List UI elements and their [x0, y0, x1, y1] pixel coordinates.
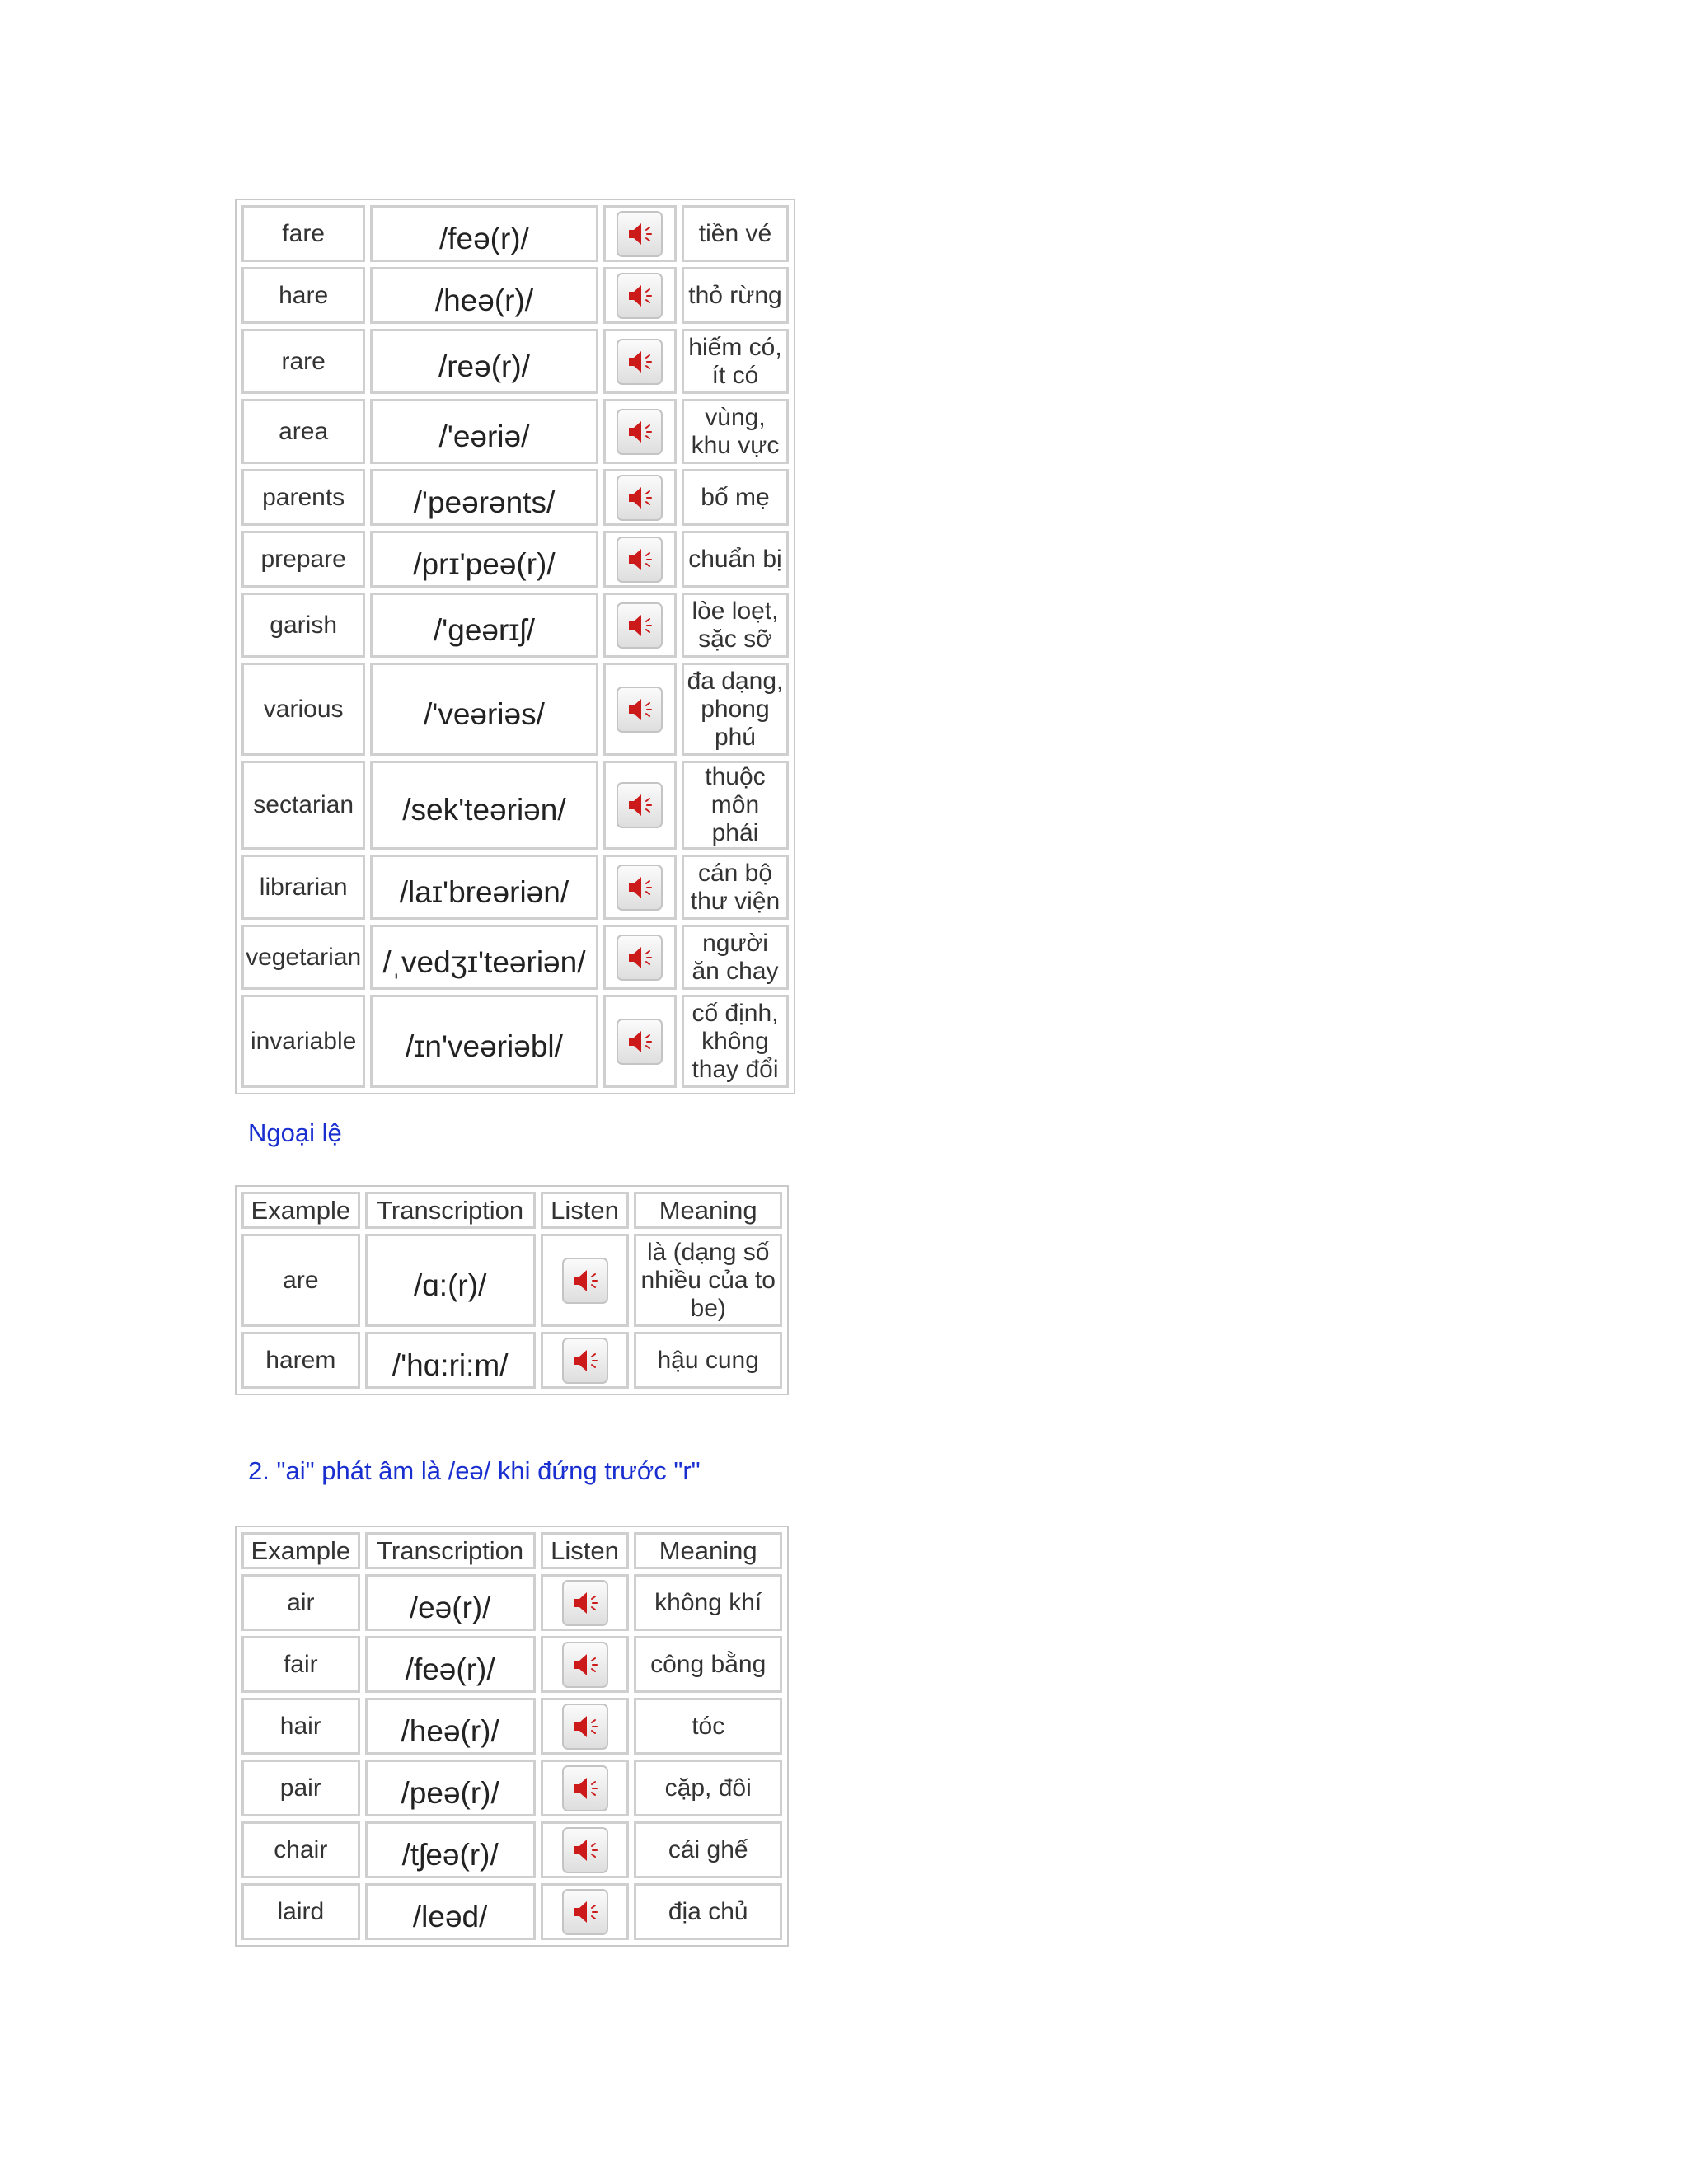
meaning-cell: tiền vé: [682, 205, 789, 262]
transcription-cell: /'geərɪʃ/: [370, 593, 598, 658]
meaning-cell: tóc: [634, 1698, 782, 1755]
speaker-icon[interactable]: [617, 211, 663, 257]
table-row: [241, 925, 789, 990]
table-row: [241, 469, 789, 526]
speaker-icon[interactable]: [617, 1019, 663, 1065]
word-cell: hair: [241, 1698, 360, 1755]
transcription-cell: /heə(r)/: [370, 267, 598, 324]
speaker-icon[interactable]: [562, 1580, 608, 1626]
speaker-icon[interactable]: [562, 1765, 608, 1811]
word-cell: vegetarian: [241, 925, 365, 990]
listen-cell: [603, 761, 677, 850]
transcription-cell: /tʃeə(r)/: [365, 1821, 536, 1878]
header-listen: Listen: [541, 1532, 630, 1569]
transcription-cell: /peə(r)/: [365, 1760, 536, 1816]
table-row: [241, 205, 789, 262]
meaning-cell: thỏ rừng: [682, 267, 789, 324]
transcription-cell: /prɪ'peə(r)/: [370, 531, 598, 588]
speaker-icon[interactable]: [617, 273, 663, 319]
meaning-cell: vùng, khu vực: [682, 399, 789, 464]
listen-cell: [603, 399, 677, 464]
listen-cell: [603, 531, 677, 588]
table-row: [241, 1332, 782, 1389]
table-row: [241, 761, 789, 850]
speaker-icon[interactable]: [562, 1827, 608, 1873]
word-cell: chair: [241, 1821, 360, 1878]
exceptions-heading: Ngoại lệ: [248, 1118, 342, 1147]
transcription-cell: /ɑ:(r)/: [365, 1234, 536, 1327]
listen-cell: [541, 1636, 630, 1693]
table-row: [241, 995, 789, 1088]
transcription-cell: /leəd/: [365, 1883, 536, 1940]
listen-cell: [603, 593, 677, 658]
listen-cell: [603, 469, 677, 526]
transcription-cell: /'veəriəs/: [370, 663, 598, 756]
listen-cell: [541, 1332, 630, 1389]
table-row: [241, 855, 789, 920]
listen-cell: [541, 1760, 630, 1816]
listen-cell: [541, 1574, 630, 1631]
table-row: [241, 267, 789, 324]
header-meaning: Meaning: [634, 1192, 782, 1229]
table-row: [241, 399, 789, 464]
meaning-cell: là (dạng số nhiều của to be): [634, 1234, 782, 1327]
listen-cell: [603, 267, 677, 324]
transcription-cell: /feə(r)/: [365, 1636, 536, 1693]
transcription-cell: /laɪ'breəriən/: [370, 855, 598, 920]
vocab-table-ai-body: [241, 1574, 782, 1940]
speaker-icon[interactable]: [617, 865, 663, 911]
word-cell: air: [241, 1574, 360, 1631]
vocab-table-ea: [235, 199, 795, 1094]
exceptions-table-body: [241, 1234, 782, 1389]
transcription-cell: /'peərənts/: [370, 469, 598, 526]
table-header: [241, 1532, 782, 1569]
meaning-cell: không khí: [634, 1574, 782, 1631]
speaker-icon[interactable]: [617, 935, 663, 981]
header-listen: Listen: [541, 1192, 630, 1229]
meaning-cell: địa chủ: [634, 1883, 782, 1940]
listen-cell: [541, 1698, 630, 1755]
meaning-cell: cố định, không thay đổi: [682, 995, 789, 1088]
transcription-cell: /'hɑ:ri:m/: [365, 1332, 536, 1389]
word-cell: hare: [241, 267, 365, 324]
speaker-icon[interactable]: [617, 339, 663, 385]
header-meaning: Meaning: [634, 1532, 782, 1569]
table-row: [241, 329, 789, 394]
section-2-heading: 2. "ai" phát âm là /eə/ khi đứng trước "r": [248, 1456, 701, 1485]
header-example: Example: [241, 1192, 360, 1229]
exceptions-table: [235, 1185, 789, 1395]
table-row: [241, 1574, 782, 1631]
table-row: [241, 1883, 782, 1940]
meaning-cell: cán bộ thư viện: [682, 855, 789, 920]
speaker-icon[interactable]: [617, 782, 663, 828]
meaning-cell: cái ghế: [634, 1821, 782, 1878]
speaker-icon[interactable]: [617, 475, 663, 521]
word-cell: librarian: [241, 855, 365, 920]
word-cell: invariable: [241, 995, 365, 1088]
word-cell: area: [241, 399, 365, 464]
speaker-icon[interactable]: [562, 1338, 608, 1384]
speaker-icon[interactable]: [617, 409, 663, 455]
transcription-cell: /ɪn'veəriəbl/: [370, 995, 598, 1088]
meaning-cell: đa dạng, phong phú: [682, 663, 789, 756]
transcription-cell: /reə(r)/: [370, 329, 598, 394]
header-example: Example: [241, 1532, 360, 1569]
word-cell: laird: [241, 1883, 360, 1940]
speaker-icon[interactable]: [617, 687, 663, 733]
transcription-cell: /eə(r)/: [365, 1574, 536, 1631]
transcription-cell: /feə(r)/: [370, 205, 598, 262]
word-cell: are: [241, 1234, 360, 1327]
speaker-icon[interactable]: [617, 537, 663, 583]
speaker-icon[interactable]: [617, 602, 663, 649]
table-row: [241, 531, 789, 588]
word-cell: fare: [241, 205, 365, 262]
word-cell: parents: [241, 469, 365, 526]
table-row: [241, 1698, 782, 1755]
table-header: [241, 1192, 782, 1229]
table-row: [241, 663, 789, 756]
speaker-icon[interactable]: [562, 1258, 608, 1304]
word-cell: sectarian: [241, 761, 365, 850]
table-row: [241, 593, 789, 658]
header-row: [241, 1532, 782, 1569]
listen-cell: [541, 1234, 630, 1327]
header-transcription: Transcription: [365, 1192, 536, 1229]
listen-cell: [603, 329, 677, 394]
transcription-cell: /heə(r)/: [365, 1698, 536, 1755]
listen-cell: [541, 1821, 630, 1878]
word-cell: harem: [241, 1332, 360, 1389]
table-row: [241, 1234, 782, 1327]
listen-cell: [603, 995, 677, 1088]
listen-cell: [603, 925, 677, 990]
speaker-icon[interactable]: [562, 1704, 608, 1750]
word-cell: rare: [241, 329, 365, 394]
meaning-cell: chuẩn bị: [682, 531, 789, 588]
vocab-table-ai: [235, 1526, 789, 1947]
word-cell: fair: [241, 1636, 360, 1693]
listen-cell: [541, 1883, 630, 1940]
meaning-cell: hiếm có, ít có: [682, 329, 789, 394]
speaker-icon[interactable]: [562, 1889, 608, 1935]
transcription-cell: /'eəriə/: [370, 399, 598, 464]
listen-cell: [603, 663, 677, 756]
meaning-cell: người ăn chay: [682, 925, 789, 990]
table-row: [241, 1821, 782, 1878]
word-cell: prepare: [241, 531, 365, 588]
header-row: [241, 1192, 782, 1229]
listen-cell: [603, 205, 677, 262]
meaning-cell: cặp, đôi: [634, 1760, 782, 1816]
header-transcription: Transcription: [365, 1532, 536, 1569]
meaning-cell: thuộc môn phái: [682, 761, 789, 850]
word-cell: various: [241, 663, 365, 756]
table-row: [241, 1760, 782, 1816]
meaning-cell: lòe loẹt, sặc sỡ: [682, 593, 789, 658]
meaning-cell: hậu cung: [634, 1332, 782, 1389]
meaning-cell: bố mẹ: [682, 469, 789, 526]
word-cell: pair: [241, 1760, 360, 1816]
speaker-icon[interactable]: [562, 1642, 608, 1688]
table-row: [241, 1636, 782, 1693]
meaning-cell: công bằng: [634, 1636, 782, 1693]
listen-cell: [603, 855, 677, 920]
transcription-cell: /sek'teəriən/: [370, 761, 598, 850]
word-cell: garish: [241, 593, 365, 658]
vocab-table-body: [241, 205, 789, 1088]
transcription-cell: /ˌvedʒɪ'teəriən/: [370, 925, 598, 990]
